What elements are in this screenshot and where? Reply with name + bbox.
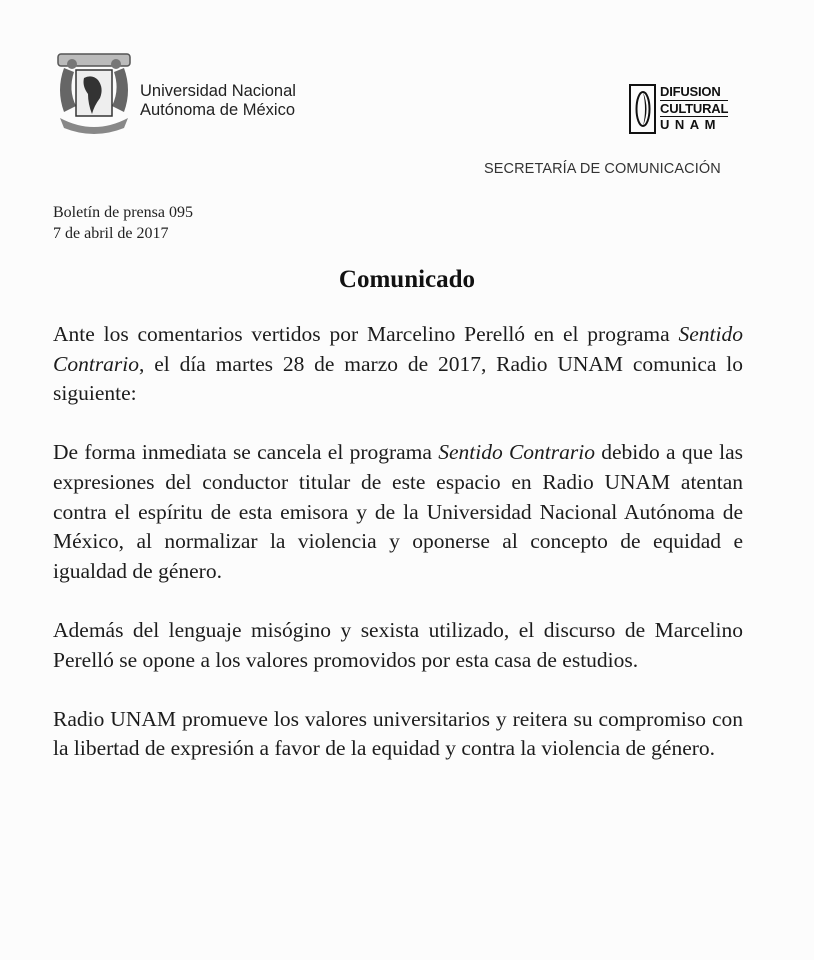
university-name-line1: Universidad Nacional — [140, 82, 296, 100]
university-name-line2: Autónoma de México — [140, 101, 296, 119]
paragraph-4: Radio UNAM promueve los valores universitarios y reitera su compromiso con la libertad de expresión a favor de la equidad y contra la violencia de género. — [53, 706, 743, 761]
document-body — [53, 320, 743, 794]
difusion-line-1: DIFUSION — [660, 84, 728, 101]
difusion-line-3: UNAM — [660, 117, 721, 132]
program-name: Sentido Contrario — [438, 440, 595, 465]
difusion-cultural-logo — [629, 84, 728, 134]
program-name: Sentido Contrario — [53, 322, 743, 376]
secretaria-label: SECRETARÍA DE COMUNICACIÓN — [484, 161, 721, 177]
page-title: Comunicado — [338, 266, 476, 293]
bulletin-date: 7 de abril de 2017 — [53, 225, 169, 242]
bulletin-number: Boletín de prensa 095 — [53, 204, 193, 221]
unam-escudo-icon — [54, 50, 134, 136]
bulletin-info — [53, 202, 193, 244]
paragraph-3: Además del lenguaje misógino y sexista utilizado, el discurso de Marcelino Perelló se opone a los valores promovidos por esta casa de estudios. — [53, 617, 743, 672]
difusion-cultural-icon — [629, 84, 656, 134]
university-name — [140, 82, 296, 120]
paragraph-1: Ante los comentarios vertidos por Marcelino Perelló en el programa Sentido Contrario, el día martes 28 de marzo de 2017, Radio UNAM comunica lo siguiente: — [53, 322, 743, 406]
difusion-line-2: CULTURAL — [660, 100, 729, 116]
paragraph-2: De forma inmediata se cancela el programa Sentido Contrario debido a que las expresiones del conductor titular de este espacio en Radio UNAM atentan contra el espíritu de esta emisora y de la Universidad Nacional Autónoma de México, al normalizar la violencia y oponerse al concepto de equidad e igualdad de género. — [53, 440, 744, 583]
